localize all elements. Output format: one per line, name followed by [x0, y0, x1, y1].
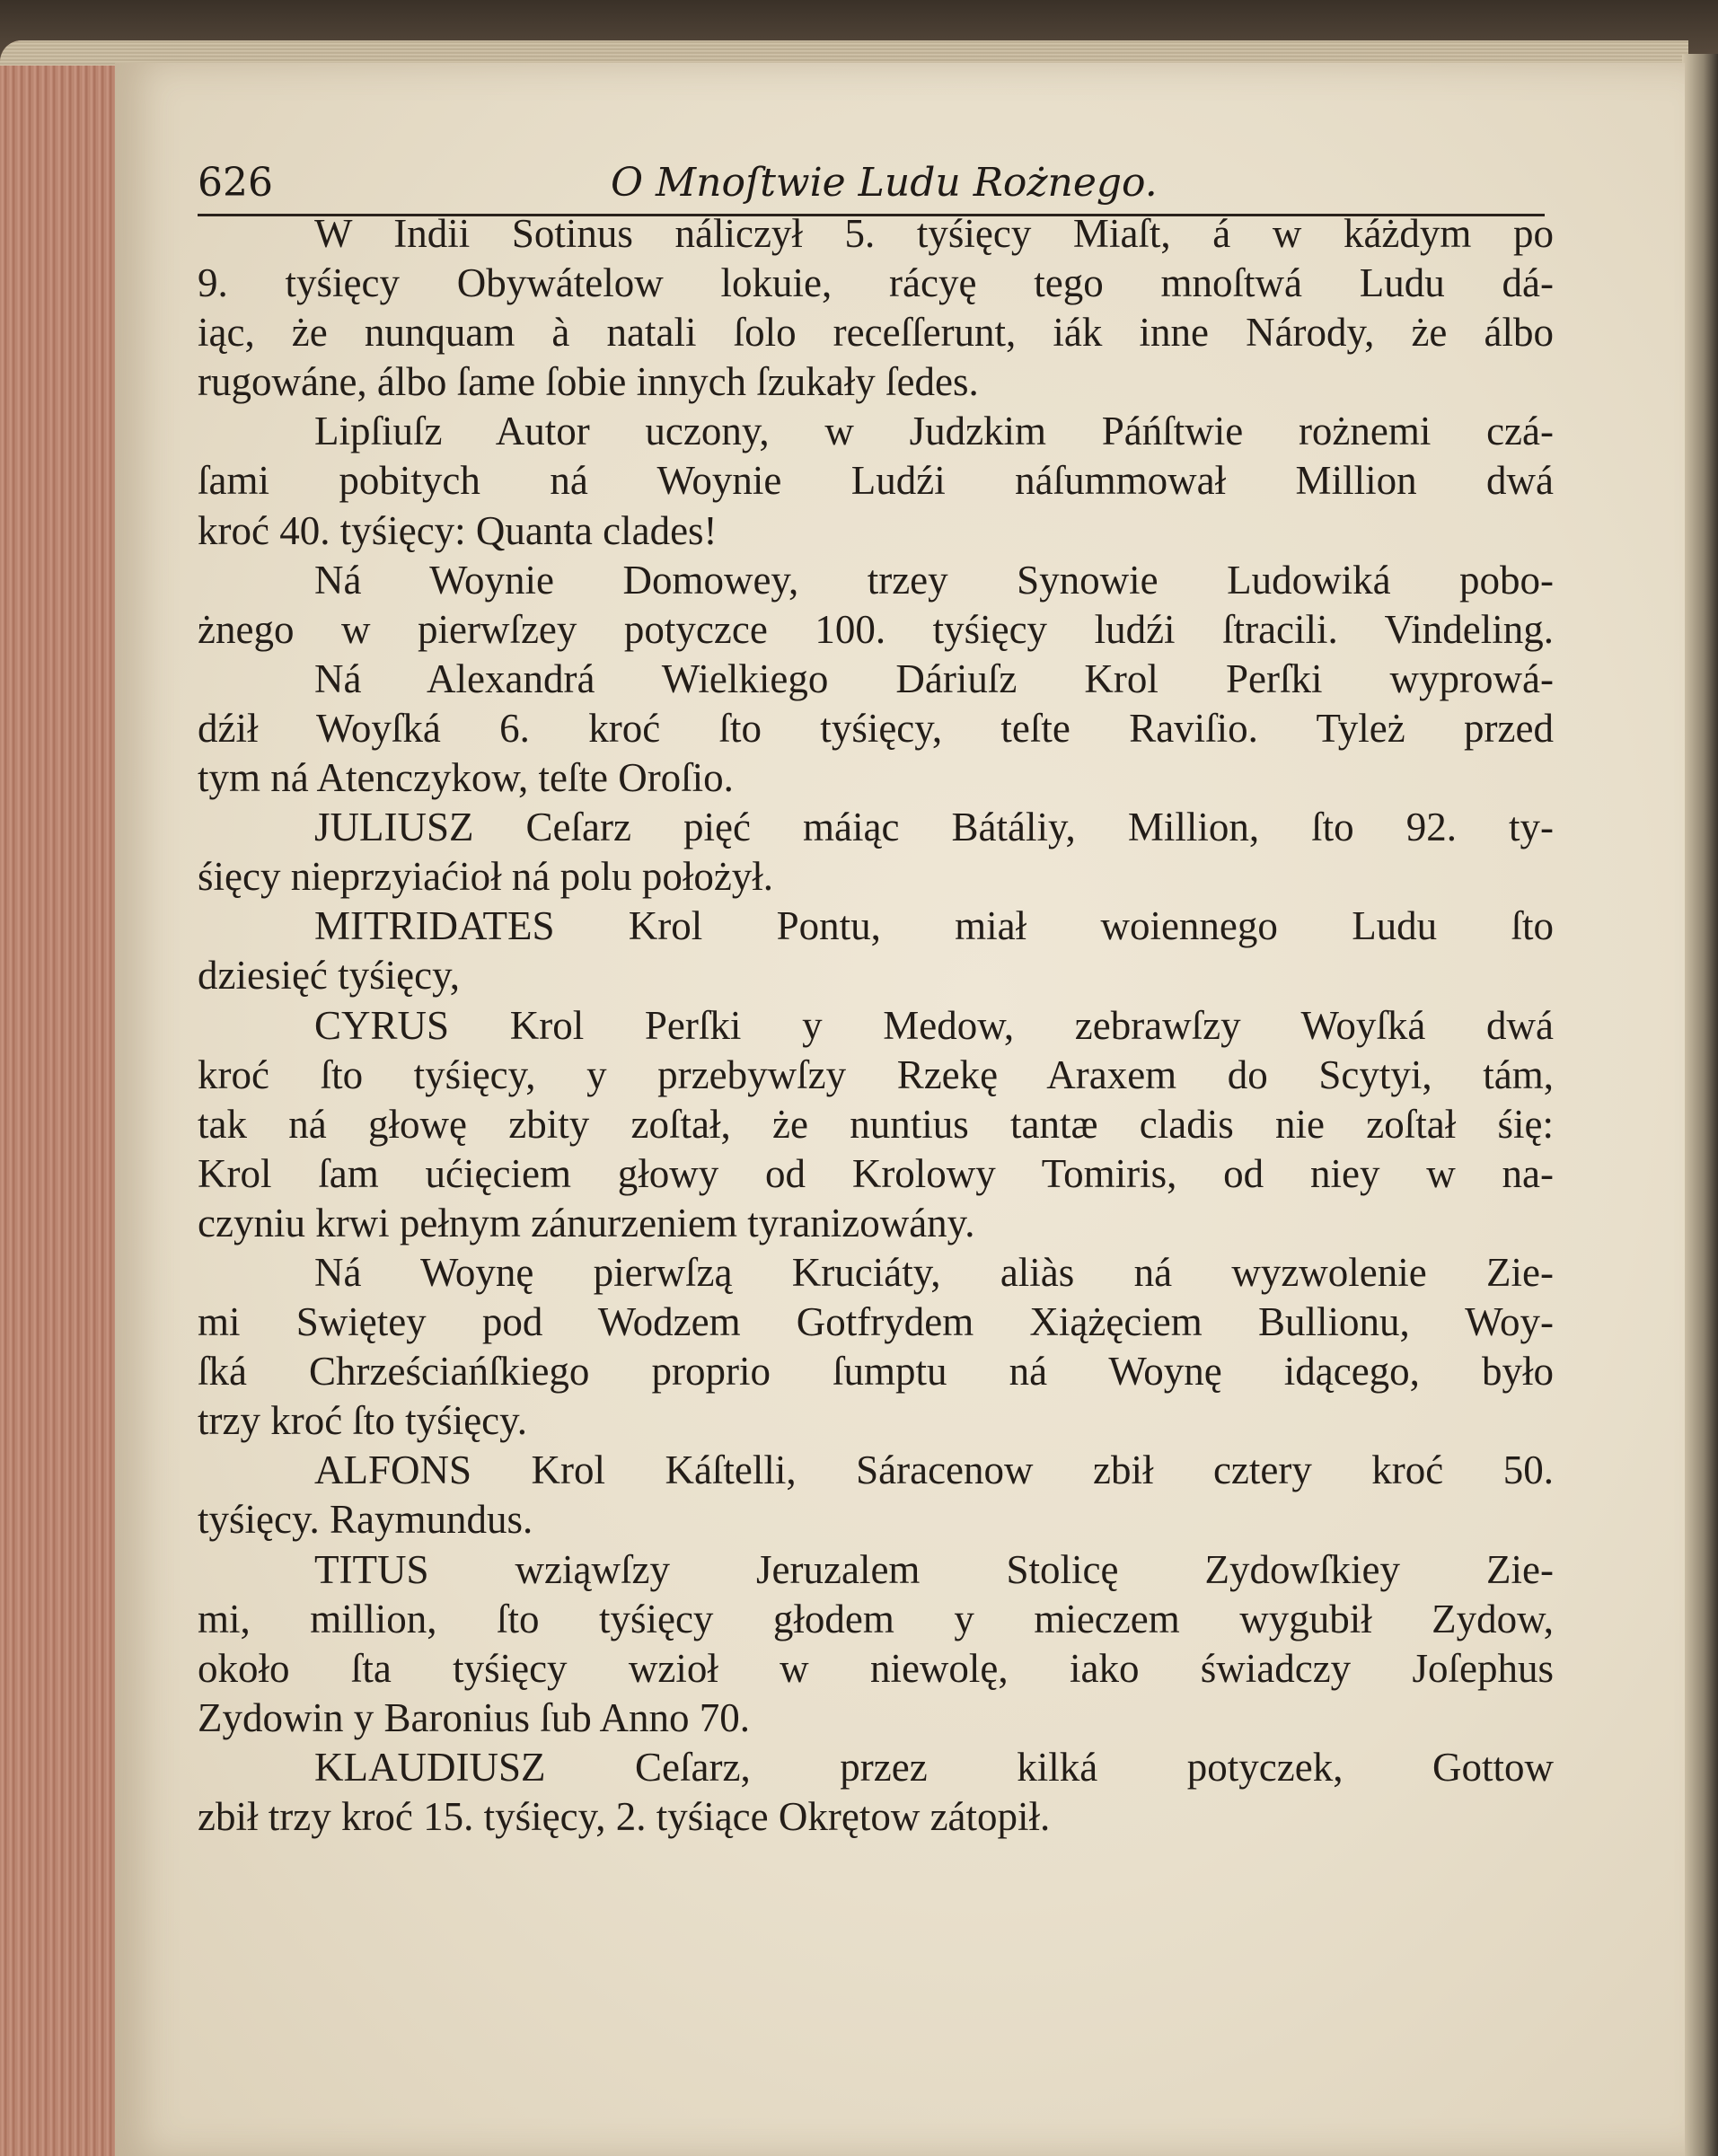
text-line: trzy kroć ſto tyśięcy.: [198, 1398, 527, 1444]
text-line: iąc, że nunquam à natali ſolo receſſerunt, iák inne Národy, że álbo: [198, 310, 1554, 356]
text-line: tak ná głowę zbity zoſtał, że nuntius tantæ cladis nie zoſtał śię:: [198, 1101, 1554, 1147]
text-line: dźił Woyſká 6. kroć ſto tyśięcy, teſte Raviſio. Tyleż przed: [198, 705, 1554, 751]
text-line: czyniu krwi pełnym zánurzeniem tyranizowány.: [198, 1200, 975, 1245]
text-line: tym ná Atenczykow, teſte Oroſio.: [198, 755, 734, 801]
text-line: zbił trzy kroć 15. tyśięcy, 2. tyśiące Okrętow zátopił.: [198, 1794, 1051, 1839]
binding-edge: [1682, 54, 1718, 2156]
text-line: CYRUS Krol Perſki y Medow, zebrawſzy Woyſká dwá: [314, 1002, 1554, 1048]
text-line: ſami pobitych ná Woynie Ludźi náſummował Million dwá: [198, 458, 1554, 504]
text-line: tyśięcy. Raymundus.: [198, 1497, 533, 1543]
text-line: Ná Woynę pierwſzą Kruciáty, aliàs ná wyzwolenie Zie-: [314, 1249, 1554, 1295]
text-line: Ná Woynie Domowey, trzey Synowie Ludowiká pobo-: [314, 557, 1554, 603]
text-line: Ná Alexandrá Wielkiego Dáriuſz Krol Perſki wyprowá-: [314, 656, 1554, 701]
text-line: Krol ſam ućięciem głowy od Krolowy Tomiris, od niey w na-: [198, 1150, 1554, 1196]
text-line: mi, million, ſto tyśięcy głodem y mieczem wygubił Zydow,: [198, 1596, 1554, 1641]
text-line: około ſta tyśięcy wzioł w niewolę, iako świadczy Joſephus: [198, 1645, 1554, 1691]
text-line: W Indii Sotinus náliczył 5. tyśięcy Miaſt, á w káżdym po: [314, 211, 1554, 256]
text-line: żnego w pierwſzey potyczce 100. tyśięcy ludźi ſtracili. Vindeling.: [198, 606, 1554, 652]
text-line: kroć ſto tyśięcy, y przebywſzy Rzekę Araxem do Scytyi, tám,: [198, 1052, 1554, 1097]
page-edges: [0, 40, 121, 2156]
text-line: mi Swiętey pod Wodzem Gotfrydem Xiążęciem Bullionu, Woy-: [198, 1299, 1554, 1345]
text-line: ſká Chrześciańſkiego proprio ſumptu ná Woynę idącego, było: [198, 1349, 1554, 1395]
text-line: TITUS wziąwſzy Jeruzalem Stolicę Zydowſkiey Zie-: [314, 1546, 1554, 1592]
text-line: 9. tyśięcy Obywátelow lokuie, rácyę tego mnoſtwá Ludu dá-: [198, 260, 1554, 306]
page-edges-top: [0, 40, 1688, 66]
text-line: kroć 40. tyśięcy: Quanta clades!: [198, 507, 718, 553]
text-line: śięcy nieprzyiaćioł ná polu położył.: [198, 854, 774, 900]
page-number: 626: [198, 160, 273, 206]
running-title: O Mnoſtwie Ludu Rożnego.: [611, 160, 1158, 206]
text-line: rugowáne, álbo ſame ſobie innych ſzukały ſedes.: [198, 359, 979, 405]
text-line: JULIUSZ Ceſarz pięć máiąc Bátáliy, Million, ſto 92. ty-: [314, 805, 1554, 850]
text-line: dziesięć tyśięcy,: [198, 953, 460, 999]
body-text: [198, 209, 1554, 1842]
text-line: ALFONS Krol Káſtelli, Sáracenow zbił cztery kroć 50.: [314, 1448, 1554, 1493]
running-head: [198, 153, 1545, 217]
text-line: KLAUDIUSZ Ceſarz, przez kilká potyczek, Gottow: [314, 1744, 1554, 1790]
text-line: Zydowin y Baronius ſub Anno 70.: [198, 1694, 750, 1740]
text-line: MITRIDATES Krol Pontu, miał woiennego Ludu ſto: [314, 903, 1554, 949]
text-line: Lipſiuſz Autor uczony, w Judzkim Páńſtwie rożnemi czá-: [314, 409, 1554, 454]
